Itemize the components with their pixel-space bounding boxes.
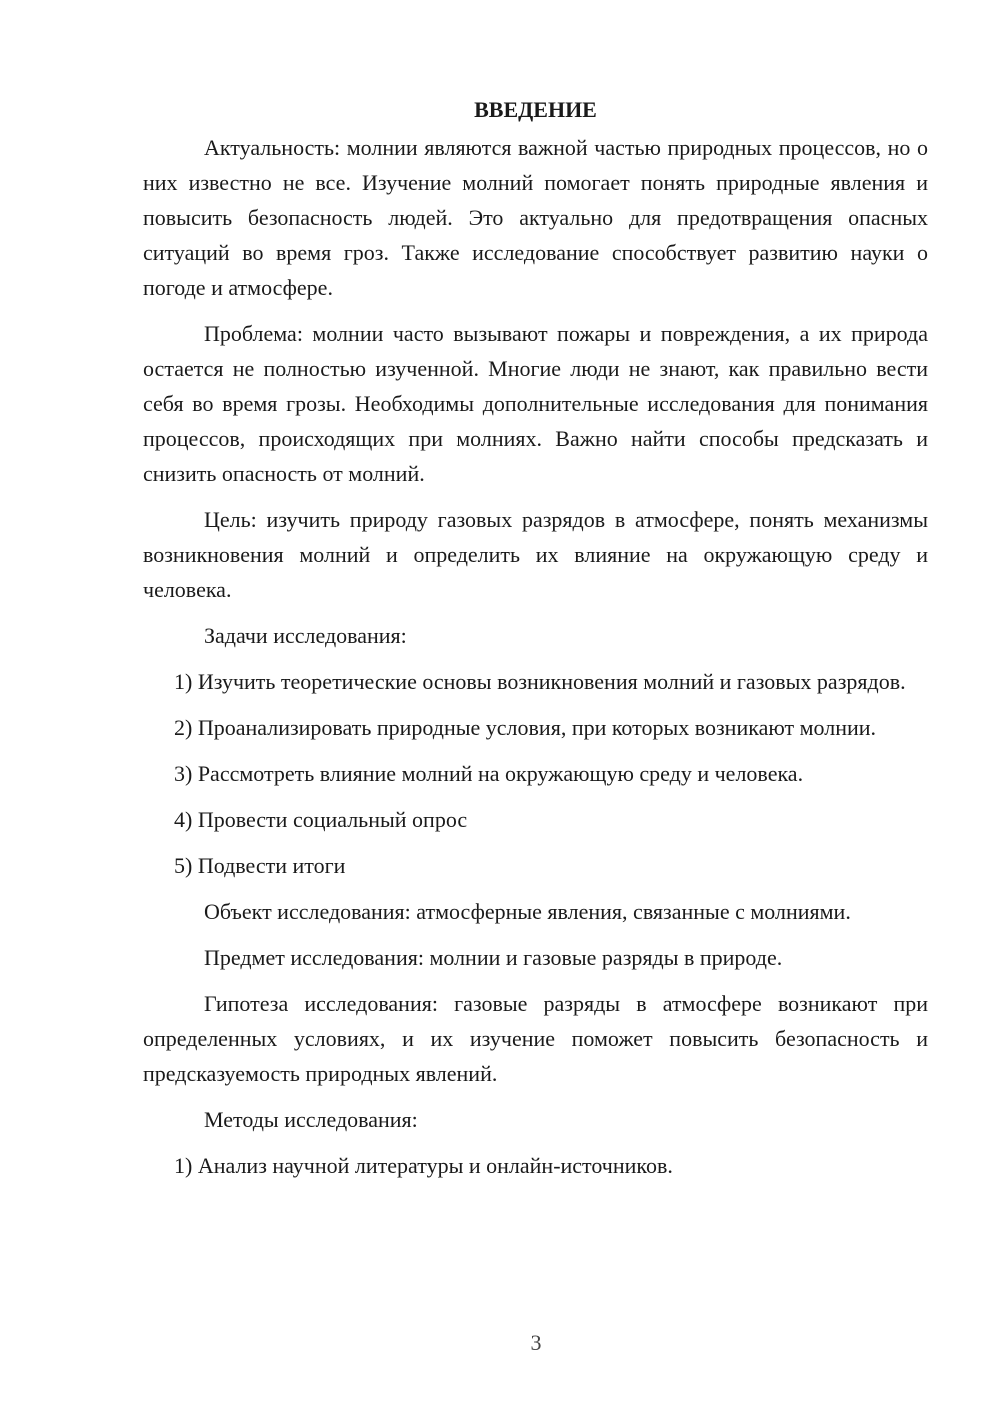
document-page [143, 92, 928, 1194]
page-number: 3 [530, 1330, 542, 1355]
page-title: ВВЕДЕНИЕ [474, 97, 597, 122]
paragraph-subject: Предмет исследования: молнии и газовые разряды в природе. [204, 945, 783, 970]
task-item: 3) Рассмотреть влияние молний на окружающую среду и человека. [174, 761, 804, 786]
task-item: 1) Изучить теоретические основы возникновения молний и газовых разрядов. [174, 669, 906, 694]
tasks-heading: Задачи исследования: [204, 623, 407, 648]
methods-heading: Методы исследования: [204, 1107, 418, 1132]
method-item: 1) Анализ научной литературы и онлайн-источников. [174, 1153, 673, 1178]
paragraph-goal: Цель: изучить природу газовых разрядов в атмосфере, понять механизмы возникновения молний и определить их влияние на окружающую среду и человека. [143, 507, 928, 602]
paragraph-hypothesis: Гипотеза исследования: газовые разряды в атмосфере возникают при определенных условиях, и их изучение поможет повысить безопасность и предсказуемость природных явлений. [143, 991, 928, 1086]
paragraph-problem: Проблема: молнии часто вызывают пожары и повреждения, а их природа остается не полностью изученной. Многие люди не знают, как правильно вести себя во время грозы. Необходимы дополнительные исследования для понимания процессов, происходящих при молниях. Важно найти способы предсказать и снизить опасность от молний. [143, 321, 928, 486]
paragraph-relevance: Актуальность: молнии являются важной частью природных процессов, но о них известно не все. Изучение молний помогает понять природные явления и повысить безопасность людей. Это актуально для предотвращения опасных ситуаций во время гроз. Также исследование способствует развитию науки о погоде и атмосфере. [143, 135, 928, 300]
paragraph-object: Объект исследования: атмосферные явления, связанные с молниями. [204, 899, 851, 924]
task-item: 2) Проанализировать природные условия, при которых возникают молнии. [174, 715, 877, 740]
task-item: 5) Подвести итоги [174, 853, 346, 878]
task-item: 4) Провести социальный опрос [174, 807, 468, 832]
